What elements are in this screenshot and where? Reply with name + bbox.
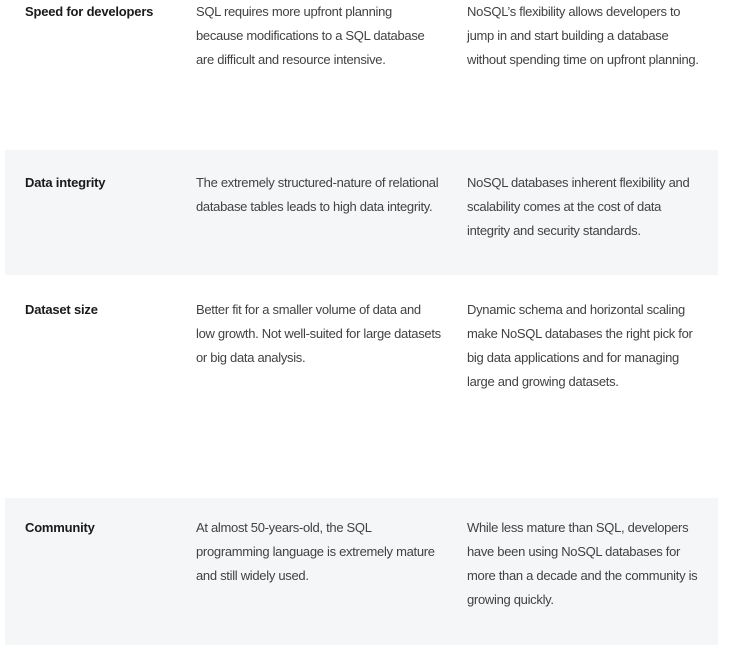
sql-description: The extremely structured-nature of relational database tables leads to high data integrity. xyxy=(196,175,439,214)
nosql-description: While less mature than SQL, developers have been using NoSQL databases for more than a decade and the community is growing quickly. xyxy=(467,520,698,607)
row-feature-label: Dataset size xyxy=(25,302,98,317)
sql-description: Better fit for a smaller volume of data and low growth. Not well-suited for large datasets or big data analysis. xyxy=(196,302,441,365)
comparison-row-data-integrity xyxy=(5,150,718,275)
nosql-description: NoSQL’s flexibility allows developers to jump in and start building a database without spending time on upfront planning. xyxy=(467,4,699,67)
row-feature-label: Data integrity xyxy=(25,175,106,190)
sql-description: At almost 50-years-old, the SQL programming language is extremely mature and still widely used. xyxy=(196,520,435,583)
comparison-row-speed-for-developers xyxy=(5,0,718,150)
comparison-row-community xyxy=(5,498,718,645)
nosql-description: Dynamic schema and horizontal scaling make NoSQL databases the right pick for big data applications and for managing large and growing datasets. xyxy=(467,302,693,389)
row-feature-label: Community xyxy=(25,520,95,535)
comparison-row-dataset-size xyxy=(5,275,718,498)
nosql-description: NoSQL databases inherent flexibility and scalability comes at the cost of data integrity and security standards. xyxy=(467,175,690,238)
row-feature-label: Speed for developers xyxy=(25,4,154,19)
sql-description: SQL requires more upfront planning because modifications to a SQL database are difficult and resource intensive. xyxy=(196,4,425,67)
